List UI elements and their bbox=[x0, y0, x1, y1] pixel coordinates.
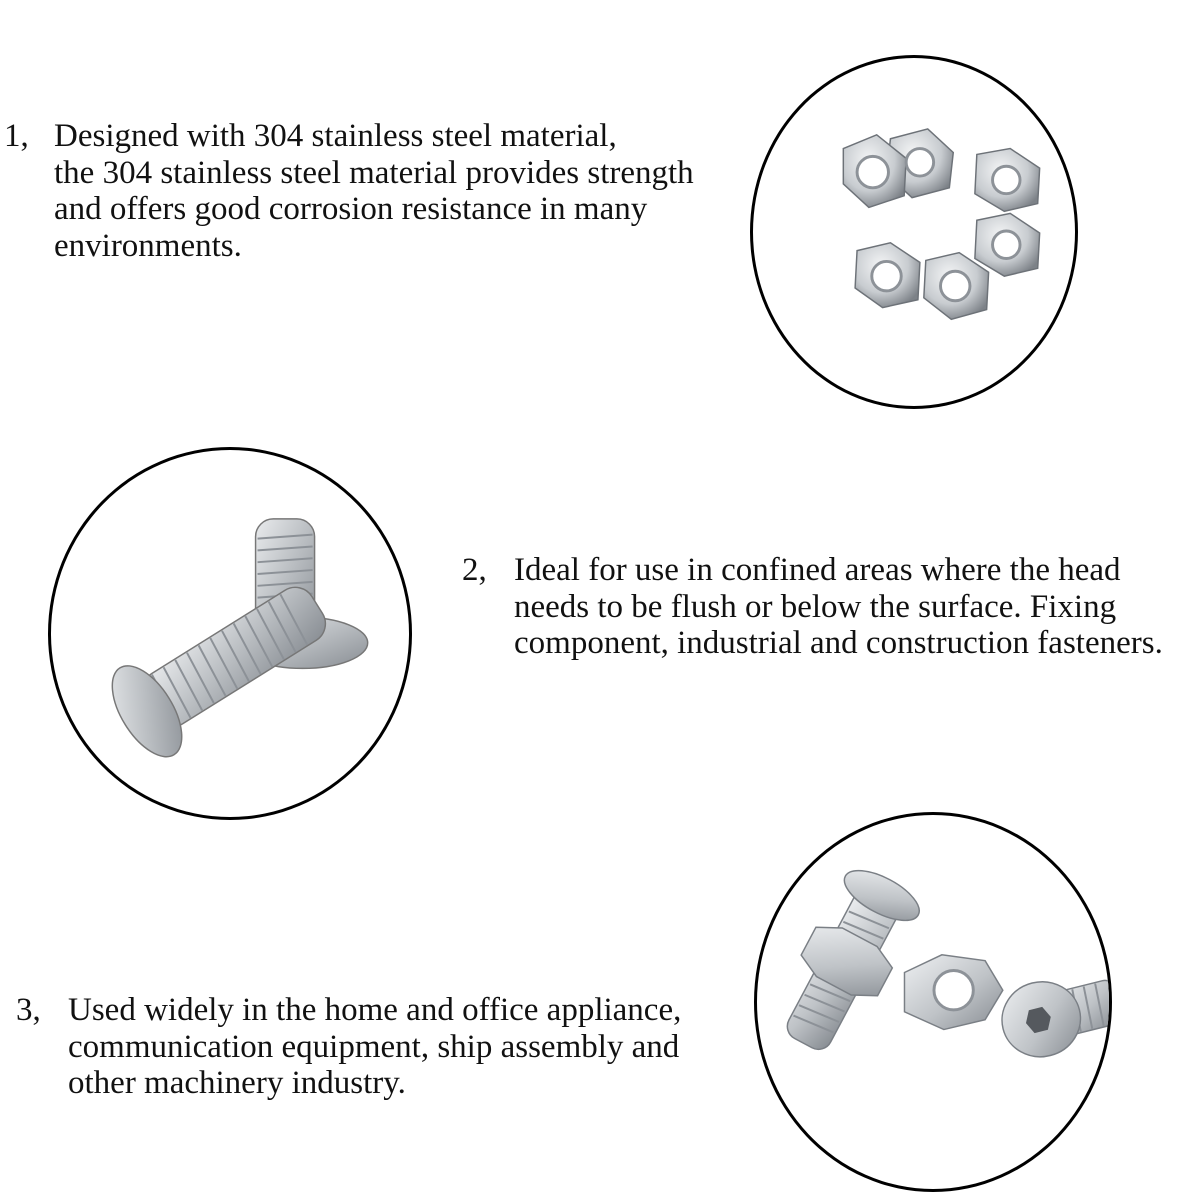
feature-1-text bbox=[4, 118, 744, 268]
feature-2-description: Ideal for use in confined areas where the head needs to be flush or below the surface. Fixing component, industrial and construction fasteners. bbox=[514, 552, 1163, 661]
bolt-and-nut-icon bbox=[757, 815, 1109, 1189]
screw-icon bbox=[51, 450, 409, 817]
feature-2-text bbox=[462, 552, 1200, 672]
feature-1-description: Designed with 304 stainless steel material, the 304 stainless steel material provides strength and offers good corrosion resistance in many environments. bbox=[54, 118, 694, 264]
feature-3-description: Used widely in the home and office appliance, communication equipment, ship assembly and other machinery industry. bbox=[68, 992, 682, 1101]
hex-nut-icon bbox=[753, 58, 1075, 406]
screws-and-nut-image bbox=[754, 812, 1112, 1192]
feature-3-text bbox=[16, 992, 756, 1112]
hex-nuts-image bbox=[750, 55, 1078, 409]
pan-head-screws-image bbox=[48, 447, 412, 820]
feature-3-number: 3, bbox=[16, 992, 41, 1028]
feature-2-number: 2, bbox=[462, 552, 487, 588]
feature-1-number: 1, bbox=[4, 118, 29, 154]
